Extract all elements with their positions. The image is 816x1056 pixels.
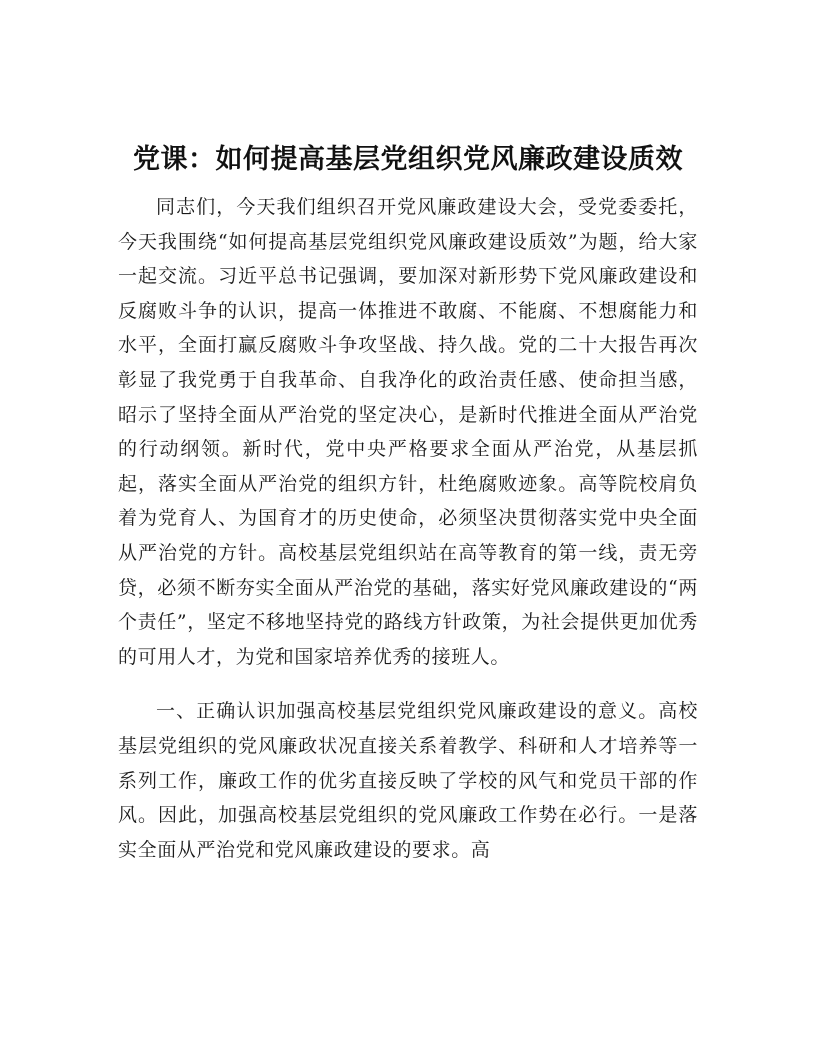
paragraph-section-one: 一、正确认识加强高校基层党组织党风廉政建设的意义。高校基层党组织的党风廉政状况直接关系着教学、科研和人才培养等一系列工作，廉政工作的优劣直接反映了学校的风气和党员干部的作风。因此，加强高校基层党组织的党风廉政工作势在必行。一是落实全面从严治党和党风廉政建设的要求。高 bbox=[118, 700, 698, 861]
paragraph-intro: 同志们，今天我们组织召开党风廉政建设大会，受党委委托，今天我围绕“如何提高基层党组织党风廉政建设质效”为题，给大家一起交流。习近平总书记强调，要加深对新形势下党风廉政建设和反腐败斗争的认识，提高一体推进不敢腐、不能腐、不想腐能力和水平，全面打赢反腐败斗争攻坚战、持久战。党的二十大报告再次彰显了我党勇于自我革命、自我净化的政治责任感、使命担当感，昭示了坚持全面从严治党的坚定决心，是新时代推进全面从严治党的行动纲领。新时代，党中央严格要求全面从严治党，从基层抓起，落实全面从严治党的组织方针，杜绝腐败迹象。高等院校肩负着为党育人、为国育才的历史使命，必须坚决贯彻落实党中央全面从严治党的方针。高校基层党组织站在高等教育的第一线，责无旁贷，必须不断夯实全面从严治党的基础，落实好党风廉政建设的“两个责任”，坚定不移地坚持党的路线方针政策，为社会提供更加优秀的可用人才，为党和国家培养优秀的接班人。 bbox=[118, 196, 698, 668]
document-body bbox=[118, 190, 698, 867]
document-title: 党课：如何提高基层党组织党风廉政建设质效 bbox=[133, 144, 683, 175]
